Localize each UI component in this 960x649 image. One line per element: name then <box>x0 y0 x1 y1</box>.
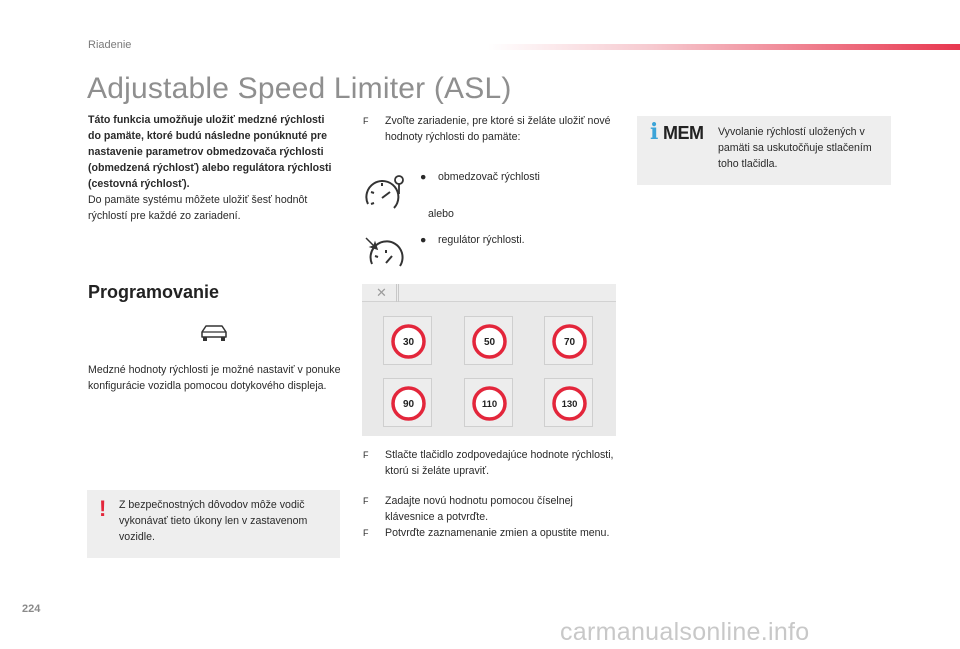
info-icon: i <box>650 119 659 145</box>
step-text: Potvrďte zaznamenanie zmien a opustite menu. <box>385 527 610 539</box>
option-label: regulátor rýchlosti. <box>438 234 525 246</box>
speed-sign-icon <box>391 386 426 421</box>
bullet-arrow-icon: F <box>363 450 369 460</box>
car-settings-icon <box>198 322 230 344</box>
step-confirm <box>363 525 625 541</box>
header-rule <box>488 44 960 50</box>
speed-sign-icon <box>552 386 587 421</box>
panel-toolbar <box>362 284 616 302</box>
step-select-device <box>363 113 625 145</box>
speed-button[interactable] <box>544 378 593 427</box>
speed-button[interactable] <box>383 378 432 427</box>
cruise-control-icon <box>364 236 408 276</box>
speed-value: 30 <box>402 337 415 348</box>
speed-sign-icon <box>472 324 507 359</box>
bullet-arrow-icon: F <box>363 116 369 126</box>
page-title: Adjustable Speed Limiter (ASL) <box>87 72 512 105</box>
step-text: Stlačte tlačidlo zodpovedajúce hodnote rýchlosti, ktorú si želáte upraviť. <box>385 449 614 477</box>
speed-value: 90 <box>402 399 415 410</box>
bullet-dot-icon: ● <box>420 234 427 246</box>
speed-sign-icon <box>552 324 587 359</box>
bullet-arrow-icon: F <box>363 496 369 506</box>
intro-bold-paragraph: Táto funkcia umožňuje uložiť medzné rýchlosti do pamäte, ktoré budú následne ponúknuté pre nastavenie parametrov obmedzovača rýchlosti (obmedzená rýchlosť) alebo regulátora rýchlosti (cestovná rýchlosť). <box>88 114 332 190</box>
section-label: Riadenie <box>88 39 132 51</box>
speed-button[interactable] <box>544 316 593 365</box>
bullet-dot-icon: ● <box>420 171 427 183</box>
speed-sign-icon <box>391 324 426 359</box>
speed-value: 70 <box>563 337 576 348</box>
mem-button-label: MEM <box>663 123 704 143</box>
warning-icon: ! <box>99 496 107 521</box>
bullet-arrow-icon: F <box>363 528 369 538</box>
speed-sign-icon <box>472 386 507 421</box>
watermark: carmanualsonline.info <box>560 618 810 646</box>
option-cruise-control <box>420 232 525 248</box>
programming-description: Medzné hodnoty rýchlosti je možné nastaviť v ponuke konfigurácie vozidla pomocou dotykového displeja. <box>88 364 341 392</box>
speed-button[interactable] <box>464 316 513 365</box>
intro-text <box>88 112 340 224</box>
or-label: alebo <box>428 208 454 220</box>
warning-text: Z bezpečnostných dôvodov môže vodič vykonávať tieto úkony len v zastavenom vozidle. <box>119 499 308 543</box>
close-icon[interactable]: ✕ <box>376 285 387 300</box>
programming-heading: Programovanie <box>88 282 220 302</box>
option-speed-limiter <box>420 169 540 185</box>
step-select-speed <box>363 447 625 479</box>
step-text: Zadajte novú hodnotu pomocou číselnej klávesnice a potvrďte. <box>385 495 573 523</box>
speed-value: 130 <box>561 399 578 410</box>
page-number: 224 <box>22 603 41 615</box>
speed-button[interactable] <box>383 316 432 365</box>
speed-memory-panel <box>362 284 616 436</box>
step-text: Zvoľte zariadenie, pre ktoré si želáte uložiť nové hodnoty rýchlosti do pamäte: <box>385 115 611 143</box>
speed-value: 110 <box>481 399 498 410</box>
speed-value: 50 <box>483 337 496 348</box>
option-label: obmedzovač rýchlosti <box>438 171 540 183</box>
intro-paragraph: Do pamäte systému môžete uložiť šesť hodnôt rýchlostí pre každé zo zariadení. <box>88 194 308 222</box>
step-enter-value <box>363 493 625 525</box>
speed-button[interactable] <box>464 378 513 427</box>
info-text: Vyvolanie rýchlostí uložených v pamäti sa uskutočňuje stlačením toho tlačidla. <box>718 126 872 170</box>
panel-tab-divider <box>396 284 399 302</box>
speed-limiter-icon <box>364 174 408 214</box>
